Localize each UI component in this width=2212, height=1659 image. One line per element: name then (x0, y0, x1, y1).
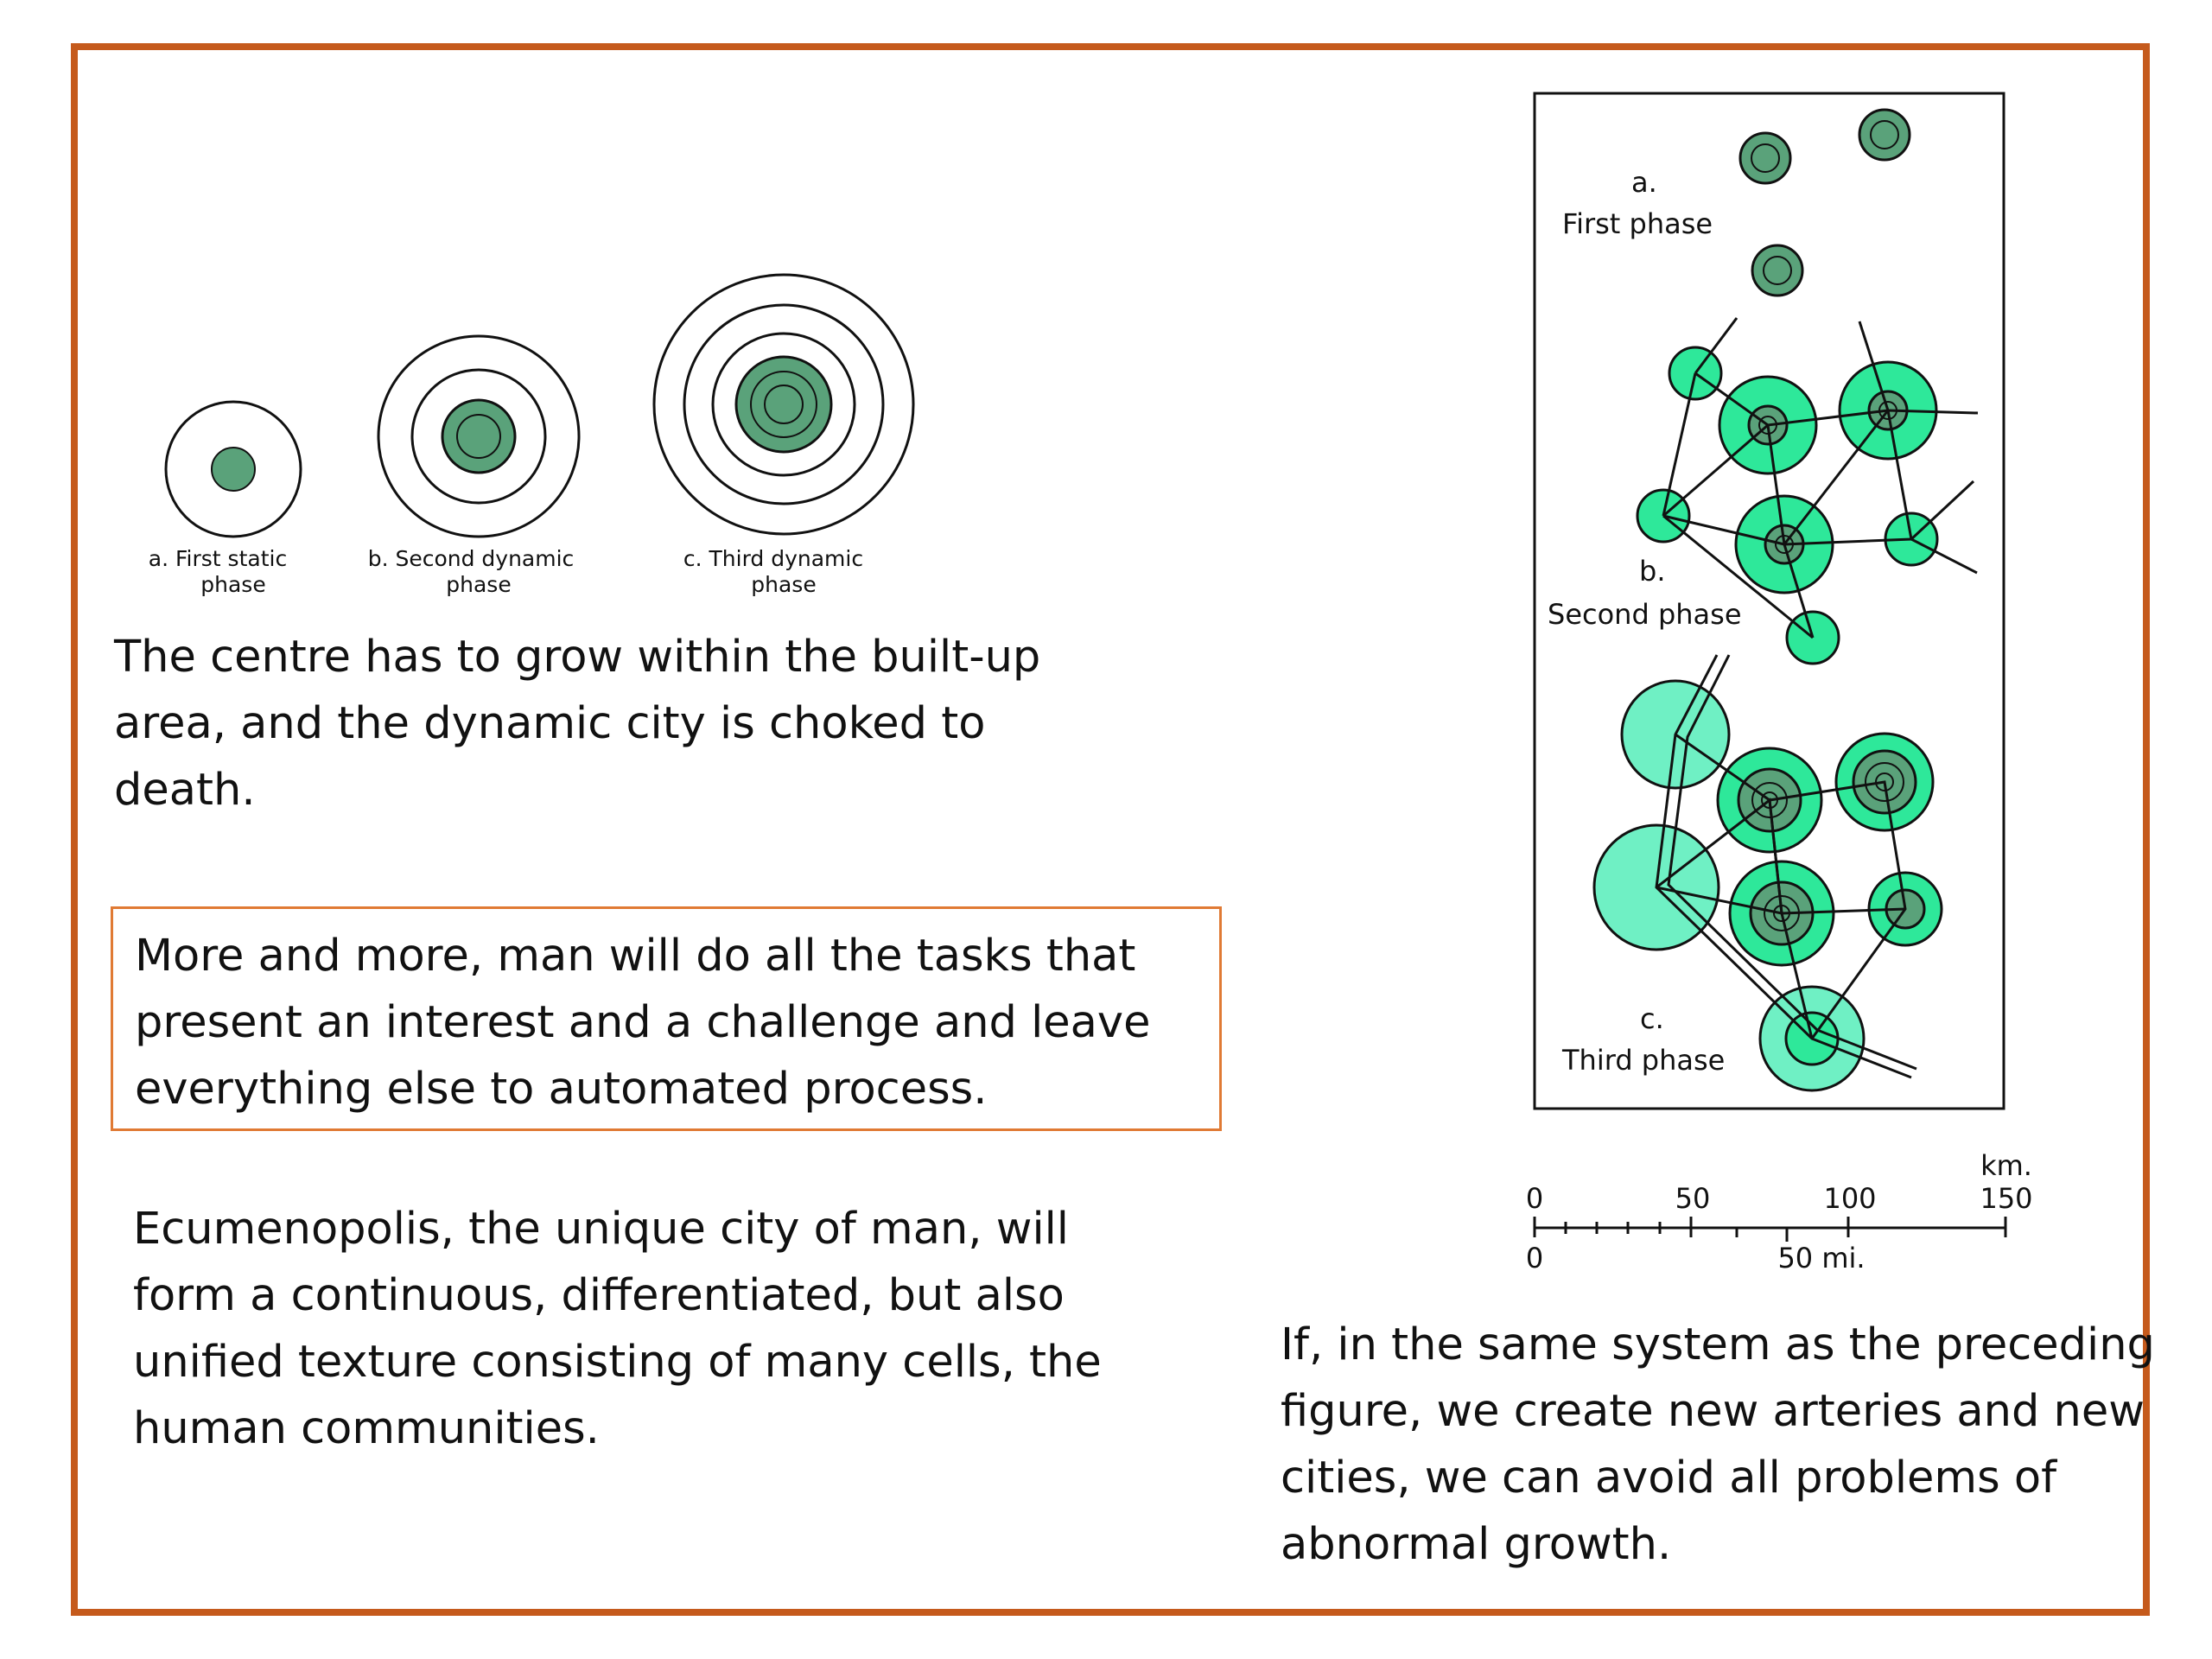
scale-km-unit: km. (1980, 1149, 2032, 1182)
network-panel (1535, 93, 2004, 1109)
highlight-box (111, 906, 1222, 1131)
panel-a-title: First phase (1562, 207, 1713, 240)
panel-c-letter: c. (1640, 1002, 1664, 1035)
scale-mi-50: 50 mi. (1777, 1242, 1866, 1274)
scale-km-50: 50 (1675, 1182, 1711, 1215)
scale-bar (1535, 1217, 2005, 1242)
panel-b-letter: b. (1639, 555, 1666, 588)
phase-a-rings (166, 402, 301, 537)
phase-c-label-1: c. Third dynamic (683, 546, 864, 571)
scale-mi-0: 0 (1525, 1242, 1544, 1274)
text-centre-growth: The centre has to grow within the built-up area, and the dynamic city is choked to death. (114, 632, 1041, 816)
text-ecumenopolis: Ecumenopolis, the unique city of man, will form a continuous, differentiated, but also unified texture consisting of many cells, the human communities. (133, 1204, 1102, 1454)
phase-b-label-2: phase (446, 572, 512, 597)
phase-c-label-2: phase (751, 572, 817, 597)
phase-b-label-1: b. Second dynamic (367, 546, 575, 571)
phase-a-label-2: phase (200, 572, 266, 597)
scale-km-150: 150 (1980, 1182, 2033, 1215)
panel-b-title: Second phase (1548, 598, 1742, 631)
text-new-arteries: If, in the same system as the preceding figure, we create new arteries and new cities, we can avoid all problems of abnormal growth. (1281, 1319, 2155, 1570)
phase-a-label-1: a. First static (148, 546, 288, 571)
phase-b-rings (378, 336, 579, 537)
scale-km-0: 0 (1525, 1182, 1544, 1215)
panel-a-letter: a. (1631, 166, 1657, 199)
panel-c-title: Third phase (1562, 1044, 1726, 1077)
text-man-tasks: More and more, man will do all the tasks that present an interest and a challenge and leave everything else to automated process. (135, 931, 1151, 1115)
phase-c-rings (654, 275, 913, 534)
scale-km-100: 100 (1823, 1182, 1877, 1215)
